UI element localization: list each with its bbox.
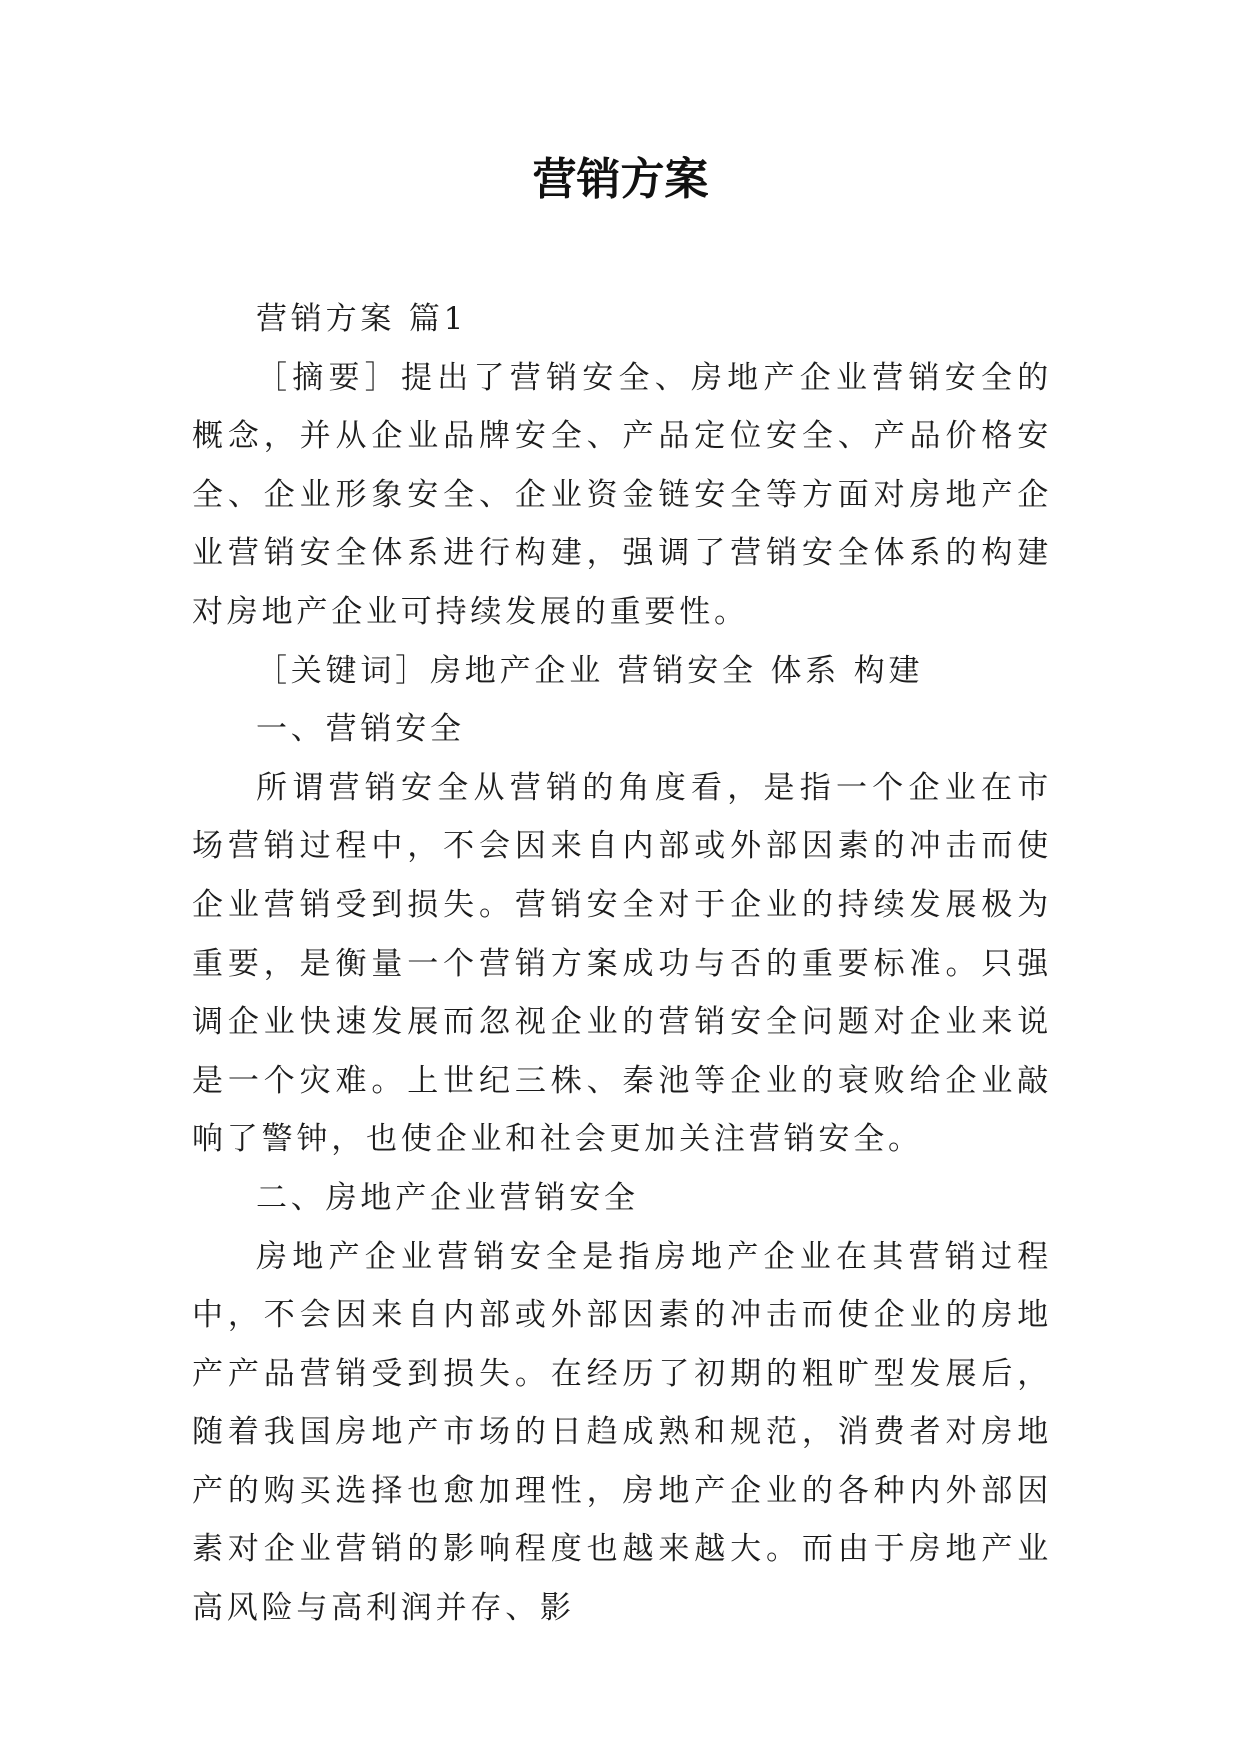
document-title: 营销方案: [532, 154, 709, 205]
section-heading-part1: 营销方案 篇1: [256, 301, 468, 337]
keywords-paragraph: ［关键词］房地产企业 营销安全 体系 构建: [256, 652, 924, 689]
abstract-paragraph: ［摘要］提出了营销安全、房地产企业营销安全的概念，并从企业品牌安全、产品定位安全、产品价格安全、企业形象安全、企业资金链安全等方面对房地产企业营销安全体系进行构建，强调了营销安全体系的构建对房地产企业可持续发展的重要性。: [192, 359, 1052, 630]
document-body: [192, 290, 1052, 1638]
section-heading-real-estate-marketing-safety: 二、房地产企业营销安全: [256, 1179, 639, 1216]
section-heading-marketing-safety: 一、营销安全: [256, 711, 465, 748]
body-paragraph: 所谓营销安全从营销的角度看，是指一个企业在市场营销过程中，不会因来自内部或外部因素的冲击而使企业营销受到损失。营销安全对于企业的持续发展极为重要，是衡量一个营销方案成功与否的重要标准。只强调企业快速发展而忽视企业的营销安全问题对企业来说是一个灾难。上世纪三株、秦池等企业的衰败给企业敲响了警钟，也使企业和社会更加关注营销安全。: [192, 769, 1052, 1158]
body-paragraph: 房地产企业营销安全是指房地产企业在其营销过程中，不会因来自内部或外部因素的冲击而使企业的房地产产品营销受到损失。在经历了初期的粗旷型发展后，随着我国房地产市场的日趋成熟和规范，消费者对房地产的购买选择也愈加理性，房地产企业的各种内外部因素对企业营销的影响程度也越来越大。而由于房地产业高风险与高利润并存、影: [192, 1238, 1052, 1627]
